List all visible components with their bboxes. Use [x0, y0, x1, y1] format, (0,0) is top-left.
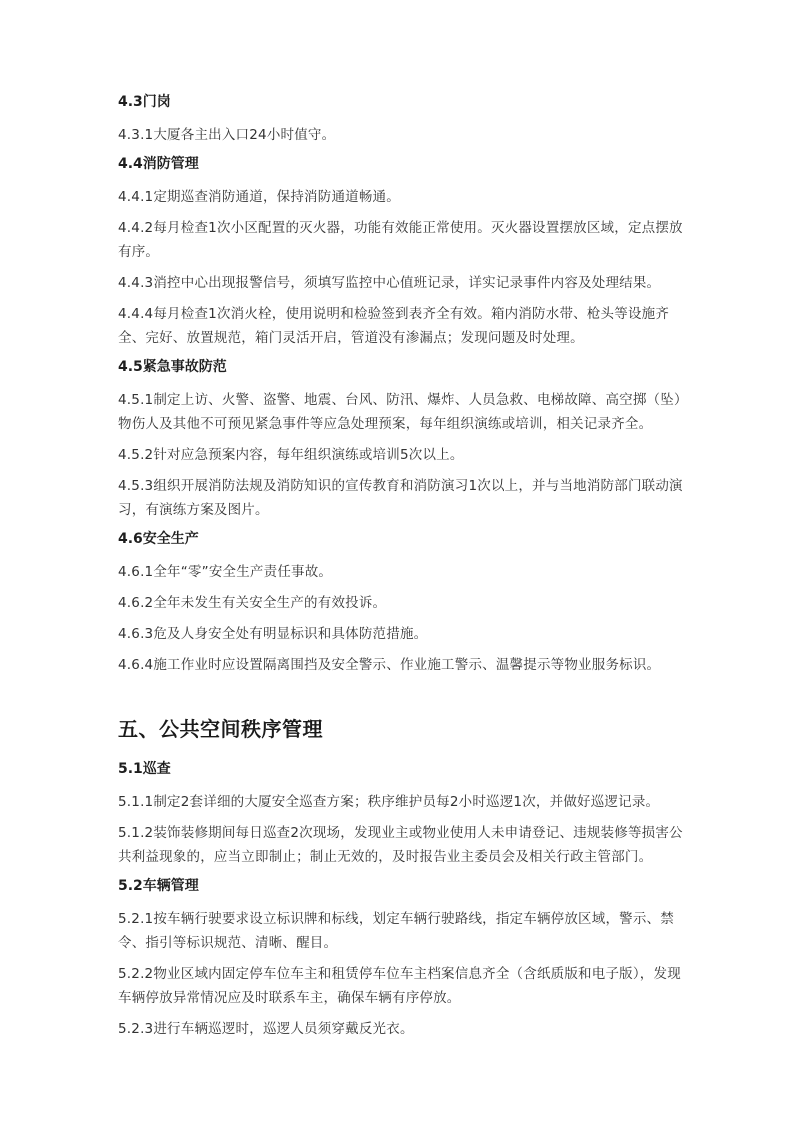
- clause-4-5-3: 4.5.3组织开展消防法规及消防知识的宣传教育和消防演习1次以上，并与当地消防部门联动演习，有演练方案及图片。: [118, 478, 683, 518]
- section-heading-5-1: 5.1巡查: [118, 761, 171, 777]
- section-heading-4-5: 4.5紧急事故防范: [118, 359, 227, 375]
- clause-5-2-2: 5.2.2物业区域内固定停车位车主和租赁停车位车主档案信息齐全（含纸质版和电子版），发现车辆停放异常情况应及时联系车主，确保车辆有序停放。: [118, 966, 681, 1006]
- clause-5-1-1: 5.1.1制定2套详细的大厦安全巡查方案；秩序维护员每2小时巡逻1次，并做好巡逻记录。: [118, 794, 660, 810]
- clause-4-3-1: 4.3.1大厦各主出入口24小时值守。: [118, 127, 336, 143]
- clause-5-1-2: 5.1.2装饰装修期间每日巡查2次现场，发现业主或物业使用人未申请登记、违规装修等损害公共利益现象的，应当立即制止；制止无效的，及时报告业主委员会及相关行政主管部门。: [118, 825, 683, 865]
- clause-4-6-1: 4.6.1全年“零”安全生产责任事故。: [118, 564, 333, 580]
- section-heading-4-4: 4.4消防管理: [118, 156, 199, 172]
- clause-4-4-4: 4.4.4每月检查1次消火栓，使用说明和检验签到表齐全有效。箱内消防水带、枪头等设施齐全、完好、放置规范，箱门灵活开启，管道没有渗漏点；发现问题及时处理。: [118, 306, 670, 346]
- section-heading-5-2: 5.2车辆管理: [118, 878, 199, 894]
- clause-4-6-3: 4.6.3危及人身安全处有明显标识和具体防范措施。: [118, 626, 428, 642]
- clause-4-4-1: 4.4.1定期巡查消防通道，保持消防通道畅通。: [118, 189, 400, 205]
- section-heading-4-6: 4.6安全生产: [118, 531, 199, 547]
- section-heading-4-3: 4.3门岗: [118, 94, 171, 110]
- clause-4-4-2: 4.4.2每月检查1次小区配置的灭火器，功能有效能正常使用。灭火器设置摆放区域，定点摆放有序。: [118, 220, 683, 260]
- clause-4-5-2: 4.5.2针对应急预案内容，每年组织演练或培训5次以上。: [118, 447, 464, 463]
- clause-5-2-1: 5.2.1按车辆行驶要求设立标识牌和标线，划定车辆行驶路线，指定车辆停放区域，警示、禁令、指引等标识规范、清晰、醒目。: [118, 911, 674, 951]
- clause-4-6-2: 4.6.2全年未发生有关安全生产的有效投诉。: [118, 595, 387, 611]
- clause-4-4-3: 4.4.3消控中心出现报警信号，须填写监控中心值班记录，详实记录事件内容及处理结果。: [118, 275, 661, 291]
- clause-4-5-1: 4.5.1制定上访、火警、盗警、地震、台风、防汛、爆炸、人员急救、电梯故障、高空掷（坠）物伤人及其他不可预见紧急事件等应急处理预案，每年组织演练或培训，相关记录齐全。: [118, 392, 688, 432]
- clause-4-6-4: 4.6.4施工作业时应设置隔离围挡及安全警示、作业施工警示、温馨提示等物业服务标识。: [118, 657, 661, 673]
- page-content: [118, 92, 694, 1048]
- clause-5-2-3: 5.2.3进行车辆巡逻时，巡逻人员须穿戴反光衣。: [118, 1021, 414, 1037]
- chapter-title-5: 五、公共空间秩序管理: [118, 717, 323, 741]
